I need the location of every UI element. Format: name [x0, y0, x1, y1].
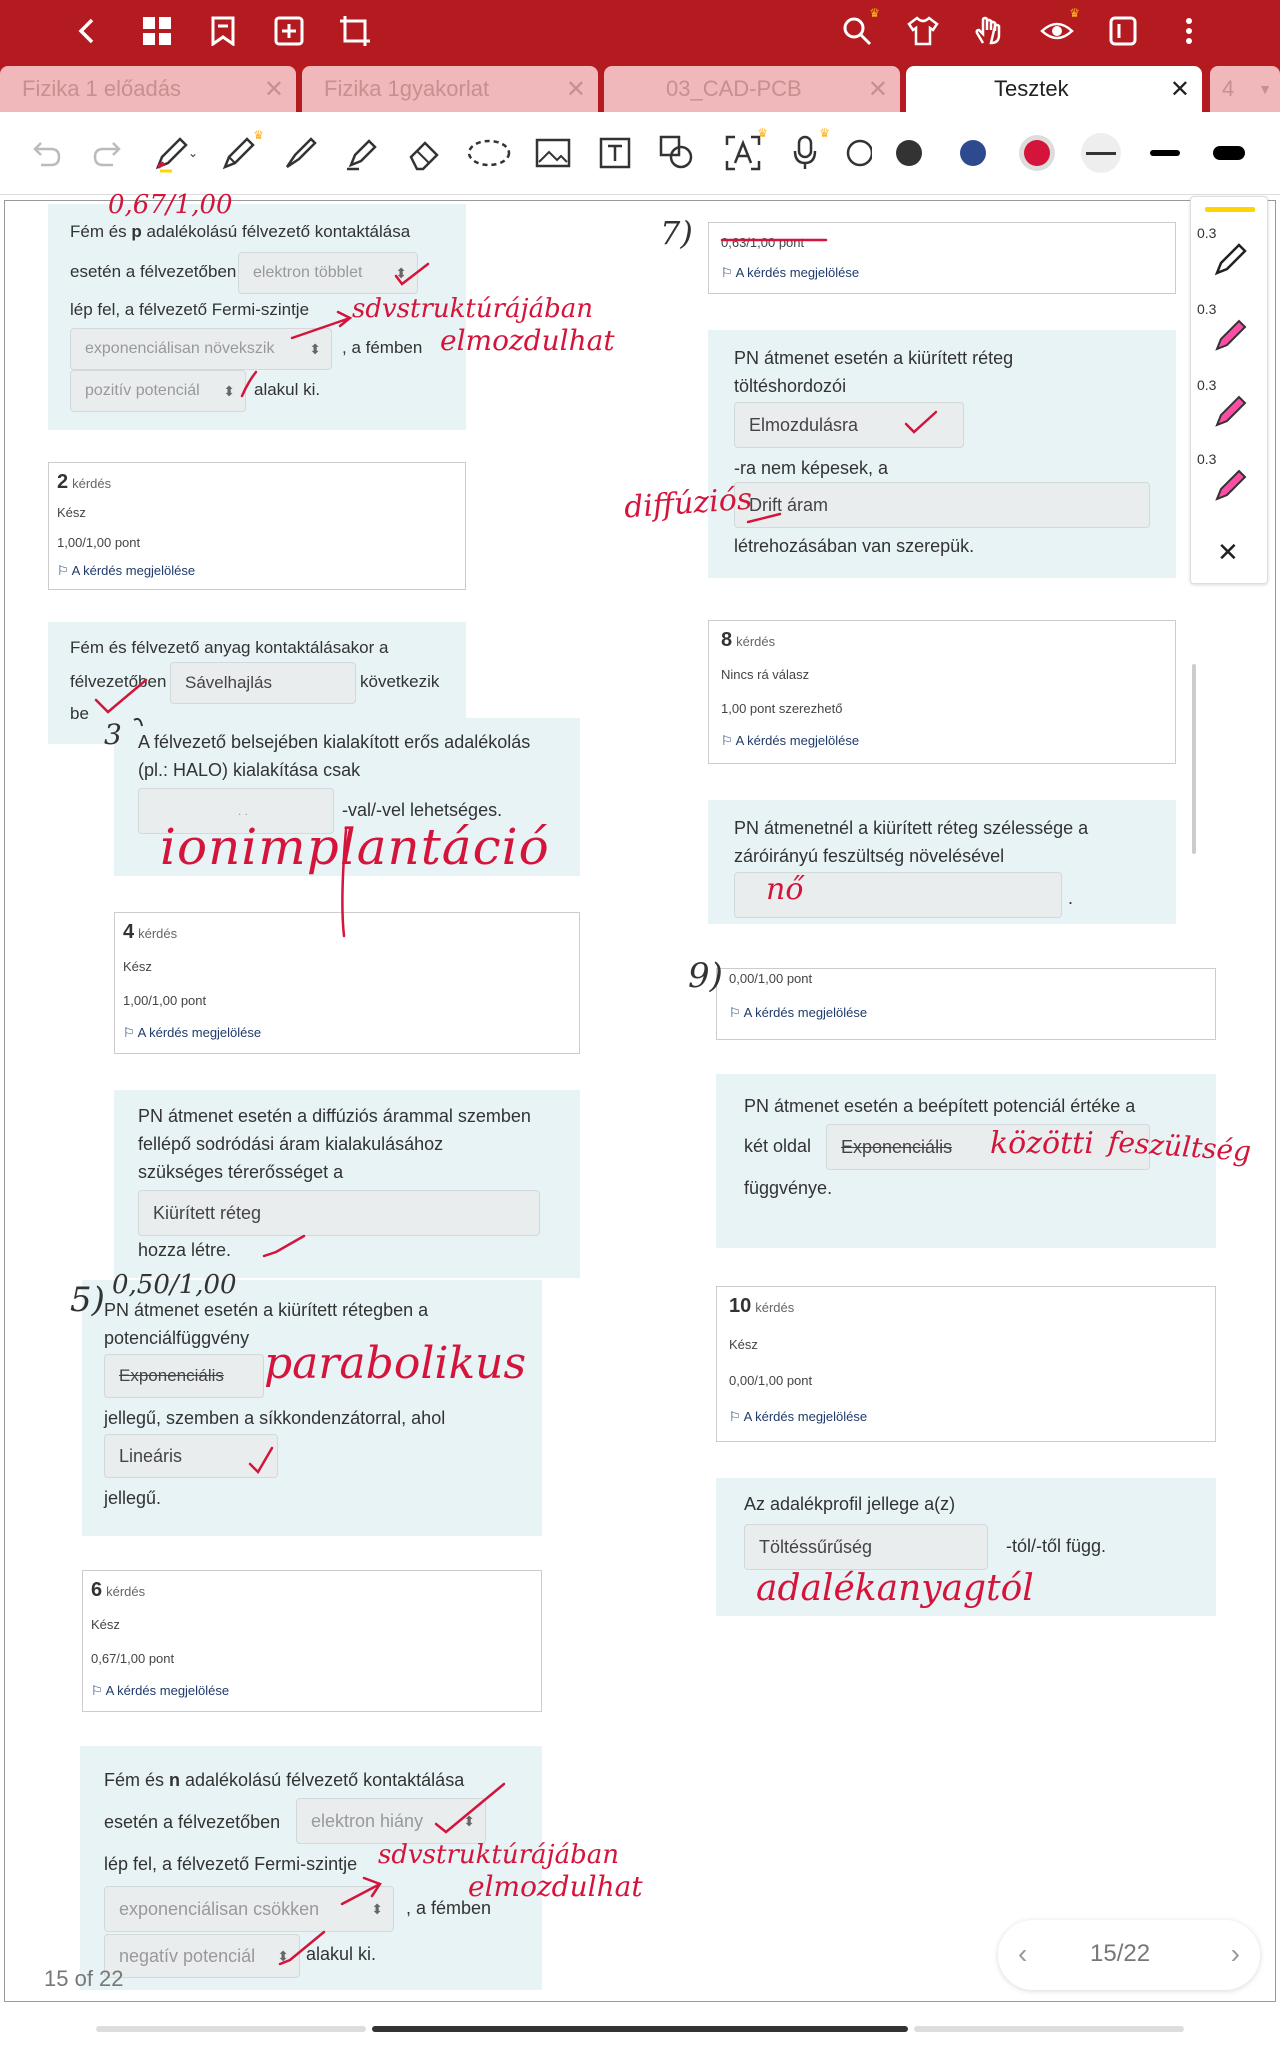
- handwritten-answer: adalékanyagtól: [756, 1568, 1034, 1609]
- points-text: 1,00/1,00 pont: [123, 993, 207, 1008]
- flag-label: A kérdés megjelölése: [71, 563, 196, 578]
- points-text: 1,00 pont szerezhető: [721, 701, 843, 716]
- question-text: szükséges térerősséget a: [138, 1162, 344, 1182]
- flag-icon: ⚐: [721, 265, 736, 280]
- eye-icon[interactable]: ♛: [1036, 10, 1078, 52]
- check-mark: [396, 264, 428, 284]
- question-text: A félvezető belsejében kialakított erős adalékolás: [138, 732, 531, 752]
- search-icon[interactable]: ♛: [836, 10, 878, 52]
- question-text: fellépő sodródási áram kialakulásához: [138, 1134, 444, 1154]
- select-value: pozitív potenciál: [85, 382, 200, 399]
- label: kérdés: [106, 1584, 146, 1599]
- text: adalékolású félvezető kontaktálása: [180, 1770, 465, 1790]
- question-text: hozza létre.: [138, 1240, 232, 1260]
- question-text: függvénye.: [744, 1178, 833, 1198]
- answer-field[interactable]: . .: [138, 788, 334, 834]
- question-text: (pl.: HALO) kialakítása csak: [138, 760, 361, 780]
- flag-icon: ⚐: [729, 1005, 744, 1020]
- highlighter-preset-pink[interactable]: [1213, 393, 1249, 437]
- handwritten-answer: ionimplantáció: [160, 818, 550, 876]
- label: kérdés: [72, 476, 112, 491]
- page-navigator: [998, 1920, 1260, 1990]
- total-pages: 22: [1123, 1940, 1151, 1967]
- separator: /: [1116, 1940, 1124, 1967]
- text: Fém és: [104, 1770, 170, 1790]
- question-text: -ra nem képesek, a: [734, 458, 889, 478]
- chevron-icon: ⬍: [371, 1900, 383, 1917]
- arrow: [748, 514, 780, 522]
- page-scrollbar[interactable]: [1192, 664, 1196, 854]
- handwritten-answer: parabolikus: [264, 1338, 527, 1389]
- handwritten-number: 9): [688, 956, 723, 996]
- question-text: következik: [360, 672, 440, 691]
- scroll-track: [96, 2026, 366, 2032]
- chevron-icon: ⬍: [309, 340, 321, 357]
- text-bold: p: [131, 222, 142, 241]
- close-icon[interactable]: ✕: [565, 75, 586, 103]
- question-text: alakul ki.: [254, 380, 321, 399]
- flag-label: A kérdés megjelölése: [137, 1025, 262, 1040]
- scroll-thumb[interactable]: [372, 2026, 908, 2032]
- close-icon[interactable]: ✕: [263, 75, 284, 103]
- question-text: .: [1068, 888, 1074, 908]
- number: 4: [123, 921, 135, 943]
- points-text: 1,00/1,00 pont: [57, 535, 141, 550]
- select-value: exponenciálisan csökken: [119, 1898, 320, 1919]
- stroke: [342, 830, 346, 936]
- question-text: záróirányú feszültség növelésével: [734, 846, 1005, 866]
- flag-label: A kérdés megjelölése: [743, 1005, 868, 1020]
- question-text: alakul ki.: [306, 1944, 377, 1964]
- current-page: 15: [1090, 1940, 1117, 1967]
- flag-label: A kérdés megjelölése: [735, 265, 860, 280]
- check-mark: [280, 1932, 324, 1964]
- answer-field[interactable]: Sávelhajlás: [170, 662, 356, 704]
- number: 2: [57, 471, 69, 493]
- answer-field[interactable]: Elmozdulásra: [734, 402, 964, 448]
- palette-highlight-bar: [1205, 207, 1255, 212]
- question-text: két oldal: [744, 1136, 812, 1156]
- select-value: negatív potenciál: [119, 1945, 256, 1966]
- page-label: 15 of 22: [44, 1966, 124, 1991]
- label: kérdés: [755, 1300, 795, 1315]
- preset-size: 0.3: [1197, 377, 1217, 393]
- highlighter-preset-pink[interactable]: [1213, 467, 1249, 511]
- points-text: 0,00/1,00 pont: [729, 971, 813, 986]
- tab-label: Tesztek: [994, 76, 1069, 101]
- flag-icon: ⚐: [57, 563, 72, 578]
- flag-icon: ⚐: [721, 733, 736, 748]
- question-text: esetén a félvezetőben: [104, 1812, 281, 1832]
- tab-label: 03_CAD-PCB: [666, 76, 802, 101]
- handwritten-note: elmozdulhat: [468, 1870, 643, 1903]
- label: kérdés: [138, 926, 178, 941]
- select-value: elektron többlet: [253, 264, 363, 281]
- handwritten-note: elmozdulhat: [440, 324, 615, 357]
- number: 8: [721, 629, 733, 651]
- next-page-icon[interactable]: ›: [1230, 1938, 1240, 1969]
- question-text: PN átmenet esetén a kiürített rétegben a: [104, 1300, 429, 1320]
- question-text: -val/-vel lehetséges.: [342, 800, 503, 820]
- number: 10: [729, 1295, 752, 1317]
- status-text: Kész: [91, 1617, 120, 1632]
- answer-field[interactable]: Lineáris: [104, 1434, 278, 1478]
- question-text: PN átmenet esetén a kiürített réteg: [734, 348, 1014, 368]
- scroll-track: [914, 2026, 1184, 2032]
- question-text: PN átmenetnél a kiürített réteg szélessége a: [734, 818, 1089, 838]
- handwritten-number: 5): [70, 1280, 105, 1320]
- question-text: Az adalékprofil jellege a(z): [744, 1494, 956, 1514]
- select-value: elektron hiány: [311, 1810, 424, 1831]
- handwritten-note: sdvstruktúrájában: [352, 294, 593, 324]
- chevron-icon: ⬍: [277, 1947, 289, 1964]
- check-mark: [264, 1236, 304, 1256]
- label: kérdés: [736, 634, 776, 649]
- answer-field[interactable]: Drift áram: [734, 482, 1150, 528]
- close-icon[interactable]: ✕: [867, 75, 888, 103]
- flag-icon: ⚐: [123, 1025, 138, 1040]
- answer-field[interactable]: Töltéssűrűség: [744, 1524, 988, 1570]
- question-text: , a fémben: [342, 338, 423, 357]
- status-text: Kész: [123, 959, 152, 974]
- pencil-icon[interactable]: ♛: [216, 130, 262, 176]
- handwritten-note: diffúziós: [622, 481, 754, 526]
- status-text: Kész: [729, 1337, 758, 1352]
- select-value: exponenciálisan növekszik: [85, 340, 275, 357]
- flag-label: A kérdés megjelölése: [105, 1683, 230, 1698]
- check-mark: [436, 1784, 504, 1832]
- status-text: Nincs rá válasz: [721, 667, 810, 682]
- text-bold: n: [169, 1770, 181, 1790]
- tab-label: Fizika 1gyakorlat: [324, 76, 490, 101]
- flag-label: A kérdés megjelölése: [743, 1409, 868, 1424]
- text: Fém és: [70, 222, 132, 241]
- answer-field[interactable]: Kiürített réteg: [138, 1190, 540, 1236]
- status-text: Kész: [57, 505, 86, 520]
- points-text: 0,63/1,00 pont: [721, 235, 805, 250]
- tab-label: Fizika 1 előadás: [22, 76, 181, 101]
- question-text: lép fel, a félvezető Fermi-szintje: [104, 1854, 358, 1874]
- pen-preset-black[interactable]: [1213, 241, 1249, 285]
- handwritten-number: 7): [660, 214, 693, 252]
- tab-count: 4: [1222, 76, 1235, 101]
- pen-preset-palette: [1190, 196, 1268, 584]
- text: adalékolású félvezető kontaktálása: [141, 222, 411, 241]
- chevron-icon: ⬍: [223, 382, 235, 399]
- check-mark: [96, 680, 146, 712]
- previous-page-icon[interactable]: ‹: [1018, 1938, 1028, 1969]
- highlighter-preset-pink[interactable]: [1213, 317, 1249, 361]
- question-text: Fém és félvezető anyag kontaktálásakor a: [70, 638, 389, 657]
- question-text: jellegű.: [104, 1488, 162, 1508]
- question-text: félvezetőben: [70, 672, 167, 691]
- points-text: 0,67/1,00 pont: [91, 1651, 175, 1666]
- arrow: [292, 312, 350, 338]
- preset-size: 0.3: [1197, 225, 1217, 241]
- flag-icon: ⚐: [91, 1683, 106, 1698]
- close-icon[interactable]: ✕: [1169, 75, 1190, 103]
- question-text: töltéshordozói: [734, 376, 847, 396]
- flag-icon: ⚐: [729, 1409, 744, 1424]
- question-text: PN átmenet esetén a beépített potenciál értéke a: [744, 1096, 1136, 1116]
- question-text: , a fémben: [406, 1898, 492, 1918]
- question-text: létrehozásában van szerepük.: [734, 536, 975, 556]
- question-text: potenciálfüggvény: [104, 1328, 250, 1348]
- ocr-icon[interactable]: ♛: [720, 130, 766, 176]
- number: 6: [91, 1579, 103, 1601]
- close-icon[interactable]: ✕: [1217, 537, 1239, 567]
- question-text: PN átmenet esetén a diffúziós árammal szemben: [138, 1106, 531, 1126]
- handwritten-answer: nő: [766, 872, 804, 907]
- check-mark: [906, 412, 936, 432]
- handwritten-note: sdvstruktúrájában: [378, 1840, 619, 1870]
- points-text: 0,00/1,00 pont: [729, 1373, 813, 1388]
- question-text: lép fel, a félvezető Fermi-szintje: [70, 300, 310, 319]
- arrow: [342, 1878, 380, 1904]
- preset-size: 0.3: [1197, 301, 1217, 317]
- flag-label: A kérdés megjelölése: [735, 733, 860, 748]
- answer-field[interactable]: Exponenciális: [104, 1354, 264, 1398]
- handwritten-answer: feszültség: [1107, 1125, 1253, 1168]
- chevron-icon: ⬍: [463, 1812, 475, 1829]
- check-mark: [250, 1448, 272, 1472]
- page-indicator: [1090, 1940, 1150, 1968]
- handwritten-score: 0,50/1,00: [112, 1270, 237, 1300]
- microphone-icon[interactable]: ♛: [782, 130, 828, 176]
- chevron-icon: ⬍: [395, 264, 407, 281]
- handwritten-number: 3: [104, 718, 122, 751]
- handwritten-score: 0,67/1,00: [108, 190, 233, 220]
- stroke: [134, 719, 142, 726]
- chevron-down-icon: ⌄: [187, 146, 198, 160]
- question-text: esetén a félvezetőben: [70, 262, 237, 281]
- chevron-down-icon: ▼: [1258, 81, 1272, 97]
- question-text: jellegű, szemben a síkkondenzátorral, ahol: [104, 1408, 446, 1428]
- question-text: -tól/-től függ.: [1006, 1536, 1107, 1556]
- question-text: be: [70, 704, 89, 723]
- answer-field[interactable]: Exponenciális: [826, 1124, 1150, 1170]
- handwritten-answer: közötti: [990, 1126, 1094, 1161]
- preset-size: 0.3: [1197, 451, 1217, 467]
- check-mark: [242, 372, 256, 396]
